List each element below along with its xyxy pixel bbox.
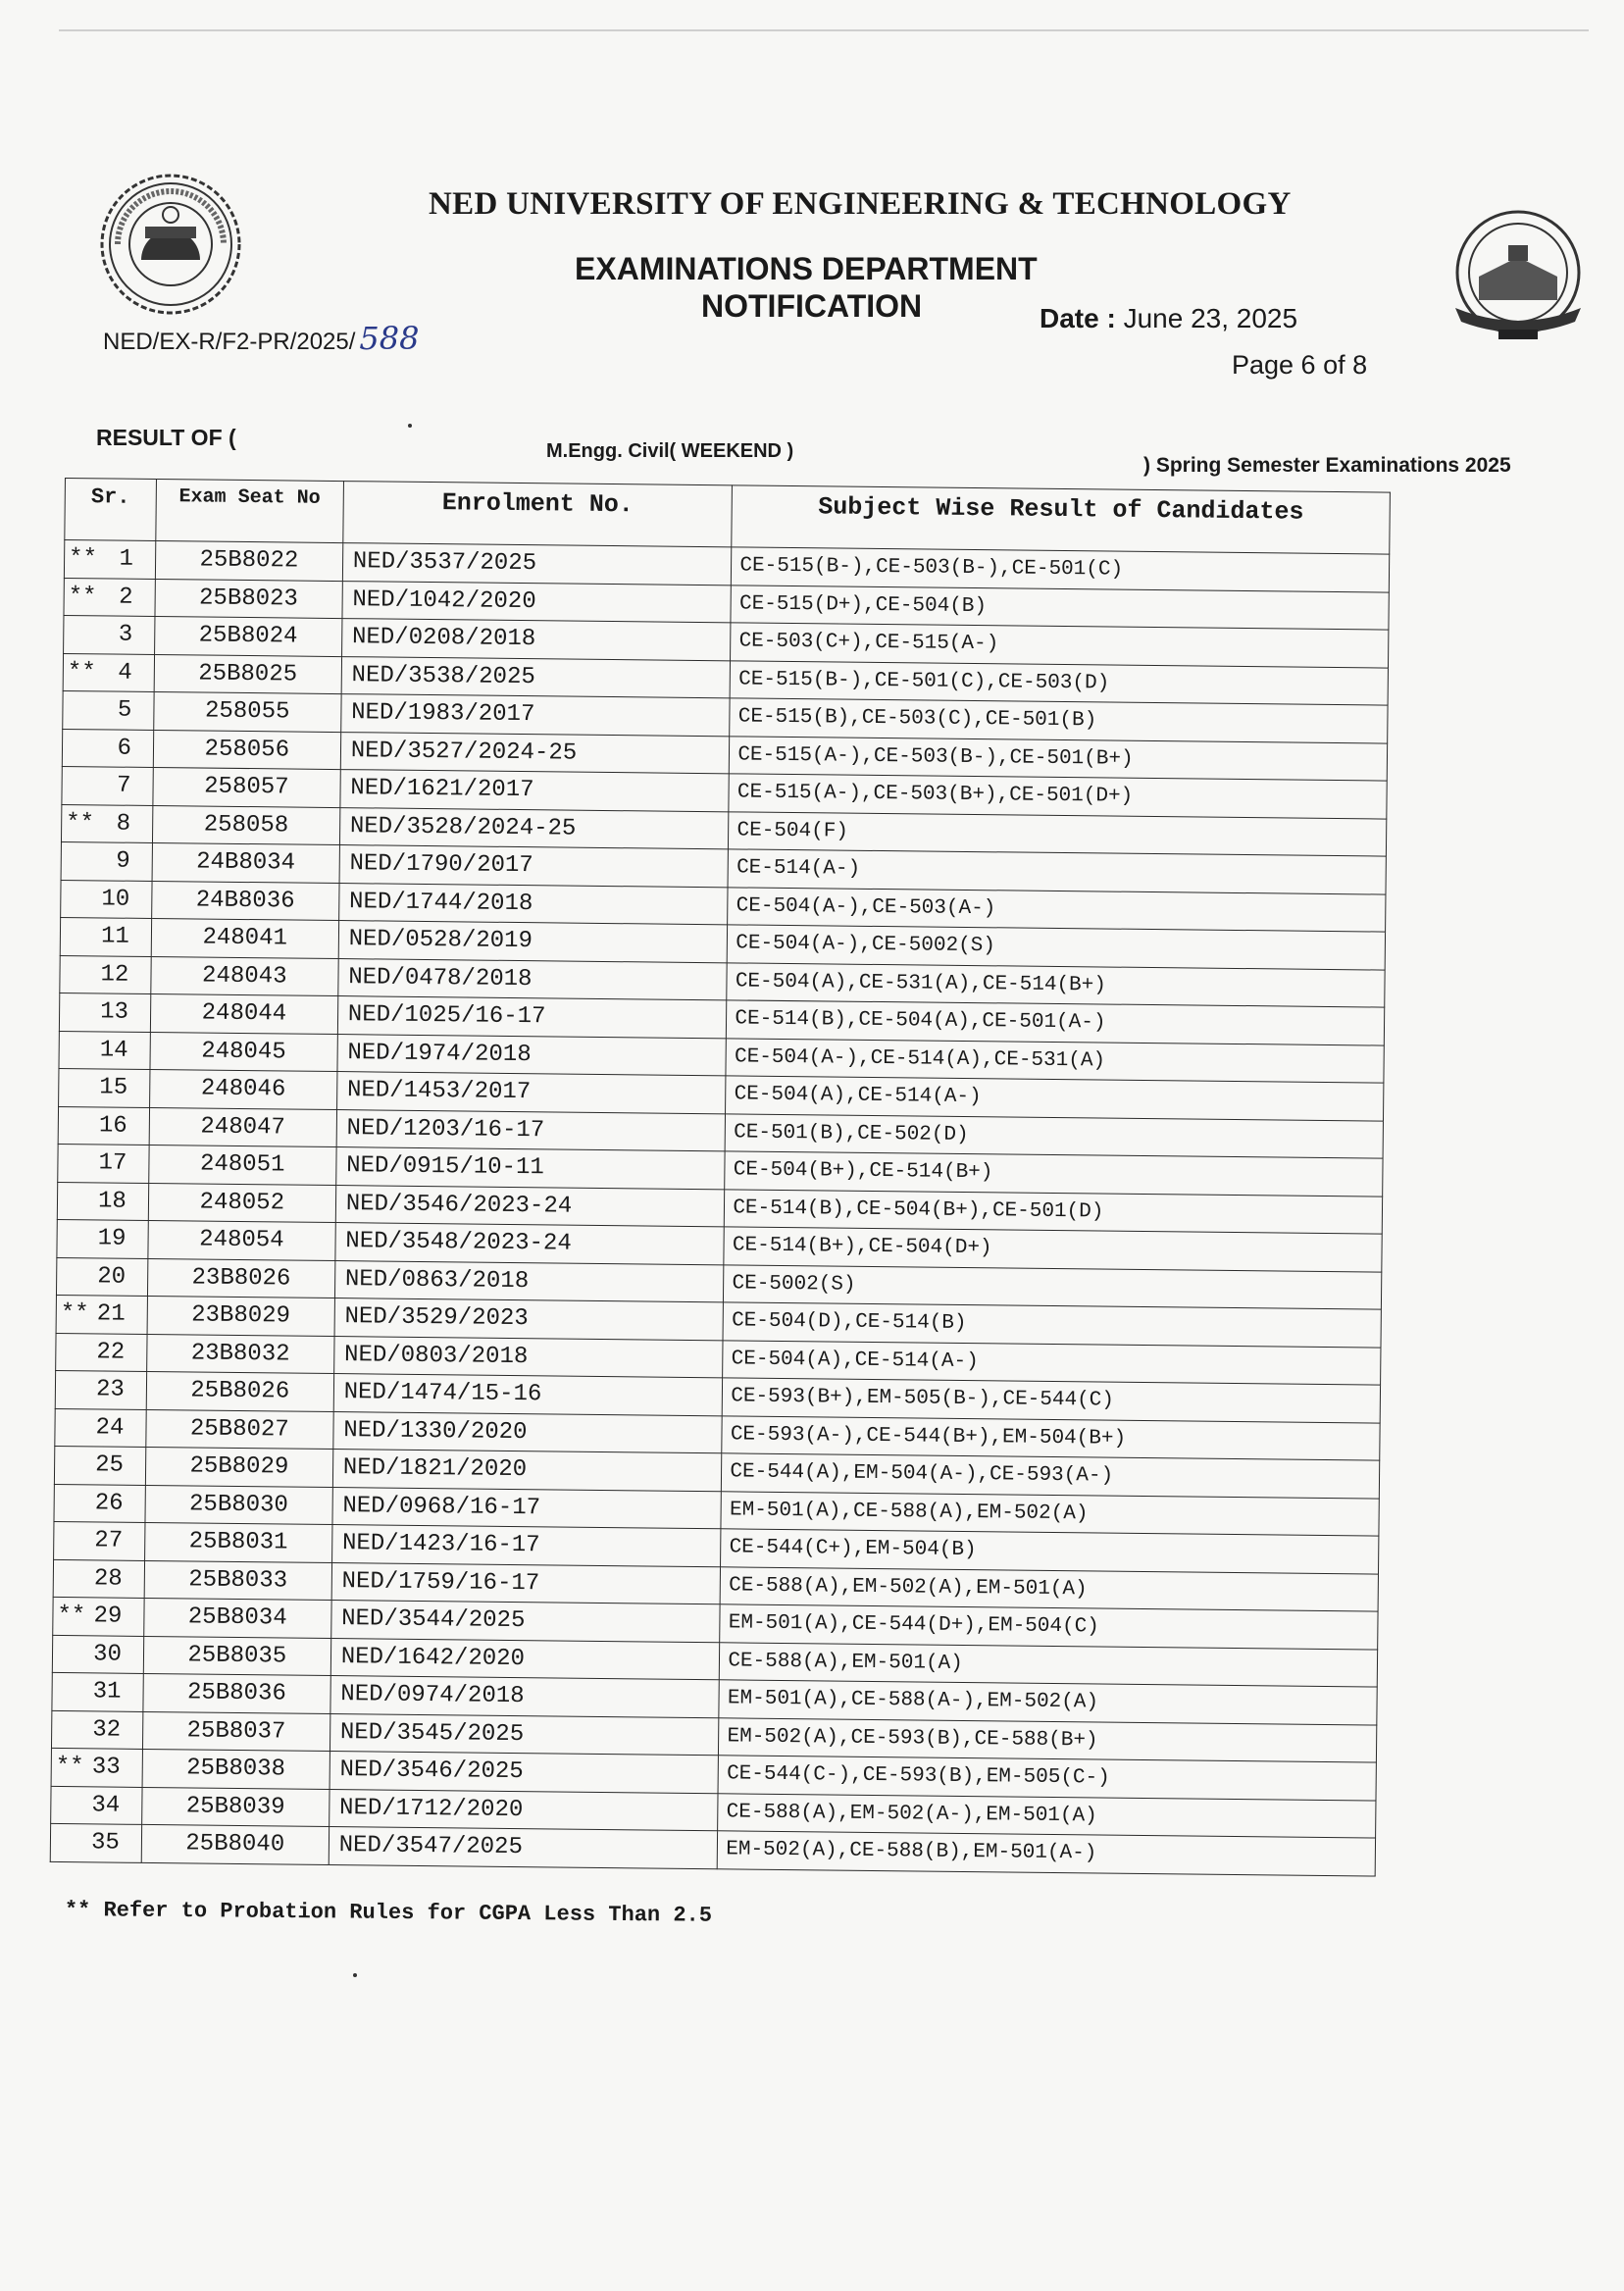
cell-subject-results: CE-515(A-),CE-503(B+),CE-501(D+) (729, 774, 1387, 819)
cell-sr (54, 1484, 145, 1523)
cell-exam-seat-no: 248047 (149, 1107, 336, 1147)
cell-exam-seat-no: 248052 (148, 1183, 335, 1223)
cell-enrolment-no: NED/3546/2023-24 (335, 1185, 725, 1227)
cell-enrolment-no: NED/1203/16-17 (336, 1109, 726, 1151)
serial-number: 1 (119, 545, 134, 574)
cell-subject-results: CE-514(B+),CE-504(D+) (724, 1227, 1382, 1272)
cell-enrolment-no: NED/1330/2020 (333, 1411, 723, 1453)
cell-subject-results: CE-544(C-),CE-593(B),EM-505(C-) (718, 1756, 1376, 1801)
cell-sr (64, 540, 155, 580)
serial-number: 33 (91, 1754, 121, 1781)
cell-exam-seat-no: 248041 (151, 918, 338, 958)
cell-subject-results: CE-504(B+),CE-514(B+) (725, 1151, 1383, 1196)
cell-enrolment-no: NED/3529/2023 (334, 1298, 724, 1341)
probation-mark: ** (67, 658, 96, 686)
serial-number: 32 (92, 1716, 122, 1744)
cell-enrolment-no: NED/0803/2018 (333, 1336, 723, 1378)
serial-number: 29 (93, 1603, 123, 1630)
cell-sr (61, 804, 152, 843)
cell-enrolment-no: NED/1974/2018 (337, 1034, 727, 1076)
cell-sr (56, 1295, 147, 1334)
serial-number: 12 (100, 961, 129, 989)
cell-exam-seat-no: 25B8029 (145, 1447, 332, 1487)
cell-exam-seat-no: 23B8029 (147, 1296, 334, 1336)
cell-enrolment-no: NED/1790/2017 (339, 845, 729, 888)
cell-exam-seat-no: 258055 (154, 691, 341, 732)
cell-subject-results: CE-593(B+),EM-505(B-),CE-544(C) (723, 1378, 1381, 1423)
centenary-seal-right-icon (1449, 206, 1587, 353)
serial-number: 17 (98, 1149, 127, 1177)
cell-sr (58, 1106, 149, 1146)
cell-enrolment-no: NED/3537/2025 (342, 543, 732, 585)
scan-speck (353, 1973, 357, 1977)
cell-exam-seat-no: 25B8031 (144, 1522, 331, 1562)
cell-enrolment-no: NED/0528/2019 (338, 921, 728, 963)
result-program: M.Engg. Civil( WEEKEND ) (546, 440, 794, 462)
probation-mark: ** (66, 809, 95, 837)
cell-subject-results: EM-501(A),CE-544(D+),EM-504(C) (720, 1604, 1378, 1650)
cell-subject-results: CE-504(A-),CE-5002(S) (728, 925, 1386, 970)
cell-exam-seat-no: 248051 (149, 1145, 336, 1185)
serial-number: 27 (94, 1527, 124, 1554)
serial-number: 7 (116, 772, 131, 799)
probation-mark: ** (60, 1300, 89, 1328)
cell-enrolment-no: NED/1453/2017 (336, 1072, 726, 1114)
serial-number: 16 (98, 1112, 127, 1140)
serial-number: 13 (100, 998, 129, 1026)
cell-exam-seat-no: 258056 (153, 730, 340, 770)
cell-exam-seat-no: 25B8022 (155, 541, 342, 582)
department-name: EXAMINATIONS DEPARTMENT (575, 251, 1038, 286)
cell-sr (51, 1748, 142, 1787)
cell-subject-results: CE-504(A),CE-514(A-) (726, 1076, 1384, 1121)
cell-exam-seat-no: 248054 (148, 1220, 335, 1260)
cell-enrolment-no: NED/1759/16-17 (331, 1562, 721, 1604)
cell-exam-seat-no: 248045 (150, 1032, 337, 1072)
cell-exam-seat-no: 25B8027 (146, 1409, 333, 1450)
cell-sr (51, 1710, 142, 1750)
cell-exam-seat-no: 248043 (151, 956, 338, 996)
cell-exam-seat-no: 258057 (153, 767, 340, 807)
cell-subject-results: EM-501(A),CE-588(A),EM-502(A) (721, 1491, 1379, 1536)
cell-enrolment-no: NED/3547/2025 (329, 1826, 718, 1868)
cell-sr (52, 1635, 143, 1674)
cell-sr (57, 1219, 148, 1258)
date-value: June 23, 2025 (1123, 303, 1298, 333)
cell-subject-results: CE-588(A),EM-502(A-),EM-501(A) (718, 1793, 1376, 1838)
cell-exam-seat-no: 23B8032 (147, 1334, 334, 1374)
cell-enrolment-no: NED/1621/2017 (340, 770, 730, 812)
cell-subject-results: CE-503(C+),CE-515(A-) (731, 623, 1389, 668)
cell-sr (60, 955, 151, 994)
cell-exam-seat-no: 25B8024 (154, 617, 341, 657)
cell-sr (62, 766, 153, 805)
probation-mark: ** (68, 583, 97, 610)
cell-exam-seat-no: 25B8040 (141, 1824, 329, 1864)
serial-number: 2 (119, 584, 133, 611)
cell-enrolment-no: NED/1423/16-17 (331, 1525, 721, 1567)
cell-exam-seat-no: 25B8039 (142, 1787, 330, 1827)
cell-exam-seat-no: 24B8034 (152, 842, 339, 883)
header-exam-seat-no: Exam Seat No (156, 480, 344, 543)
cell-exam-seat-no: 25B8035 (143, 1636, 330, 1676)
cell-exam-seat-no: 25B8038 (142, 1749, 330, 1789)
serial-number: 11 (100, 923, 129, 950)
cell-enrolment-no: NED/1642/2020 (330, 1638, 720, 1680)
serial-number: 6 (117, 735, 132, 762)
cell-sr (58, 1144, 149, 1183)
cell-sr (64, 578, 155, 617)
serial-number: 21 (96, 1300, 126, 1328)
cell-enrolment-no: NED/1821/2020 (332, 1450, 722, 1492)
cell-enrolment-no: NED/3548/2023-24 (335, 1223, 725, 1265)
probation-mark: ** (68, 545, 98, 573)
cell-sr (52, 1672, 143, 1711)
serial-number: 20 (97, 1263, 127, 1291)
cell-sr (55, 1370, 146, 1409)
cell-sr (62, 729, 153, 768)
cell-subject-results: CE-514(B),CE-504(B+),CE-501(D) (725, 1189, 1383, 1234)
serial-number: 28 (93, 1565, 123, 1593)
date-label: Date : (1040, 303, 1116, 333)
cell-subject-results: CE-515(D+),CE-504(B) (731, 585, 1389, 630)
cell-exam-seat-no: 25B8025 (154, 654, 341, 694)
cell-sr (61, 880, 152, 919)
cell-subject-results: CE-588(A),EM-502(A),EM-501(A) (720, 1566, 1378, 1611)
cell-enrolment-no: NED/0478/2018 (338, 958, 728, 1000)
results-table-wrapper (50, 478, 1391, 1876)
cell-sr (59, 1031, 150, 1070)
cell-subject-results: EM-501(A),CE-588(A-),EM-502(A) (719, 1680, 1377, 1725)
cell-subject-results: CE-504(A-),CE-503(A-) (728, 887, 1386, 932)
results-table (50, 478, 1391, 1876)
cell-exam-seat-no: 25B8037 (142, 1711, 330, 1752)
serial-number: 3 (118, 621, 133, 649)
serial-number: 10 (101, 886, 130, 913)
cell-enrolment-no: NED/0915/10-11 (335, 1147, 725, 1190)
serial-number: 8 (116, 810, 131, 838)
notification-title: NOTIFICATION (701, 288, 923, 324)
header-sr: Sr. (65, 479, 157, 541)
cell-subject-results: CE-593(A-),CE-544(B+),EM-504(B+) (722, 1415, 1380, 1460)
cell-subject-results: CE-588(A),EM-501(A) (720, 1642, 1378, 1687)
cell-exam-seat-no: 25B8034 (144, 1598, 331, 1638)
cell-sr (54, 1446, 145, 1485)
top-rule (59, 29, 1589, 31)
cell-exam-seat-no: 25B8026 (146, 1371, 333, 1411)
serial-number: 25 (95, 1451, 125, 1479)
probation-mark: ** (55, 1753, 84, 1781)
cell-enrolment-no: NED/3544/2025 (330, 1601, 720, 1643)
cell-sr (59, 1068, 150, 1107)
cell-subject-results: CE-504(F) (729, 811, 1387, 856)
cell-sr (55, 1408, 146, 1448)
cell-enrolment-no: NED/1712/2020 (329, 1789, 718, 1831)
page-number: Page 6 of 8 (1232, 350, 1368, 380)
notification-date (1040, 303, 1297, 334)
cell-subject-results: CE-501(B),CE-502(D) (725, 1113, 1383, 1158)
serial-number: 35 (90, 1829, 120, 1857)
result-of-label: RESULT OF ( (96, 425, 236, 450)
cell-enrolment-no: NED/0863/2018 (334, 1260, 724, 1302)
cell-enrolment-no: NED/0974/2018 (330, 1676, 720, 1718)
cell-enrolment-no: NED/1744/2018 (338, 883, 728, 925)
university-name: NED UNIVERSITY OF ENGINEERING & TECHNOLOGY (429, 186, 1292, 222)
cell-subject-results: CE-515(B-),CE-503(B-),CE-501(C) (732, 547, 1390, 592)
serial-number: 23 (95, 1376, 125, 1403)
cell-sr (60, 917, 151, 956)
scan-speck (408, 424, 412, 428)
cell-subject-results: CE-544(A),EM-504(A-),CE-593(A-) (722, 1453, 1380, 1499)
cell-sr (50, 1823, 141, 1862)
cell-subject-results: CE-514(A-) (728, 849, 1386, 894)
probation-footnote: ** Refer to Probation Rules for CGPA Less Than 2.5 (64, 1898, 713, 1928)
probation-mark: ** (57, 1602, 86, 1630)
reference-number-text: NED/EX-R/F2-PR/2025/ (103, 329, 356, 355)
cell-sr (54, 1521, 145, 1560)
cell-subject-results: CE-515(B),CE-503(C),CE-501(B) (730, 698, 1388, 743)
cell-sr (51, 1786, 142, 1825)
cell-sr (63, 690, 154, 730)
cell-subject-results: CE-504(D),CE-514(B) (723, 1302, 1381, 1348)
serial-number: 22 (96, 1339, 126, 1366)
cell-enrolment-no: NED/3538/2025 (341, 656, 731, 698)
serial-number: 30 (92, 1641, 123, 1668)
cell-subject-results: CE-514(B),CE-504(A),CE-501(A-) (727, 1000, 1385, 1045)
cell-exam-seat-no: 24B8036 (152, 881, 339, 921)
header-enrolment-no: Enrolment No. (343, 482, 733, 547)
serial-number: 9 (116, 847, 130, 875)
cell-subject-results: CE-504(A-),CE-514(A),CE-531(A) (726, 1038, 1384, 1083)
university-seal-left-icon (98, 172, 243, 317)
cell-enrolment-no: NED/3527/2024-25 (340, 732, 730, 774)
cell-enrolment-no: NED/1042/2020 (342, 581, 732, 623)
cell-sr (57, 1182, 148, 1221)
cell-enrolment-no: NED/3546/2025 (330, 1752, 719, 1794)
cell-sr (63, 653, 154, 692)
cell-exam-seat-no: 23B8026 (147, 1258, 334, 1298)
cell-subject-results: EM-502(A),CE-588(B),EM-501(A-) (718, 1831, 1376, 1876)
serial-number: 24 (95, 1414, 125, 1442)
cell-sr (59, 993, 150, 1032)
cell-sr (56, 1257, 147, 1297)
cell-enrolment-no: NED/1983/2017 (340, 694, 730, 737)
cell-subject-results: CE-504(A),CE-514(A-) (723, 1340, 1381, 1385)
cell-exam-seat-no: 25B8030 (145, 1485, 332, 1525)
cell-enrolment-no: NED/1474/15-16 (333, 1374, 723, 1416)
cell-exam-seat-no: 25B8023 (155, 579, 342, 619)
header-subject-results: Subject Wise Result of Candidates (732, 485, 1390, 554)
cell-exam-seat-no: 258058 (152, 805, 339, 845)
reference-number-handwritten: 588 (359, 320, 420, 357)
serial-number: 15 (99, 1074, 128, 1101)
serial-number: 19 (97, 1225, 127, 1252)
cell-sr (53, 1559, 144, 1599)
cell-enrolment-no: NED/0208/2018 (341, 619, 731, 661)
cell-enrolment-no: NED/0968/16-17 (332, 1487, 722, 1529)
cell-sr (53, 1597, 144, 1636)
serial-number: 26 (94, 1490, 124, 1517)
serial-number: 34 (91, 1792, 121, 1819)
cell-enrolment-no: NED/1025/16-17 (337, 996, 727, 1039)
cell-enrolment-no: NED/3545/2025 (330, 1713, 719, 1756)
cell-subject-results: CE-515(B-),CE-501(C),CE-503(D) (730, 660, 1388, 705)
cell-exam-seat-no: 248046 (149, 1069, 336, 1109)
cell-subject-results: CE-504(A),CE-531(A),CE-514(B+) (727, 962, 1385, 1007)
cell-subject-results: CE-515(A-),CE-503(B-),CE-501(B+) (730, 736, 1388, 781)
serial-number: 14 (99, 1037, 128, 1064)
serial-number: 4 (118, 659, 132, 687)
cell-sr (61, 841, 152, 881)
cell-subject-results: CE-5002(S) (724, 1264, 1382, 1309)
serial-number: 18 (97, 1188, 127, 1215)
cell-exam-seat-no: 248044 (150, 993, 337, 1034)
serial-number: 31 (92, 1678, 122, 1706)
reference-number (103, 320, 420, 357)
cell-exam-seat-no: 25B8033 (144, 1560, 331, 1601)
cell-subject-results: EM-502(A),CE-593(B),CE-588(B+) (719, 1717, 1377, 1762)
cell-sr (64, 615, 155, 654)
serial-number: 5 (117, 696, 132, 725)
result-semester: ) Spring Semester Examinations 2025 (1143, 454, 1511, 477)
cell-subject-results: CE-544(C+),EM-504(B) (721, 1529, 1379, 1574)
cell-sr (56, 1333, 147, 1372)
cell-exam-seat-no: 25B8036 (143, 1673, 330, 1713)
cell-enrolment-no: NED/3528/2024-25 (339, 807, 729, 849)
